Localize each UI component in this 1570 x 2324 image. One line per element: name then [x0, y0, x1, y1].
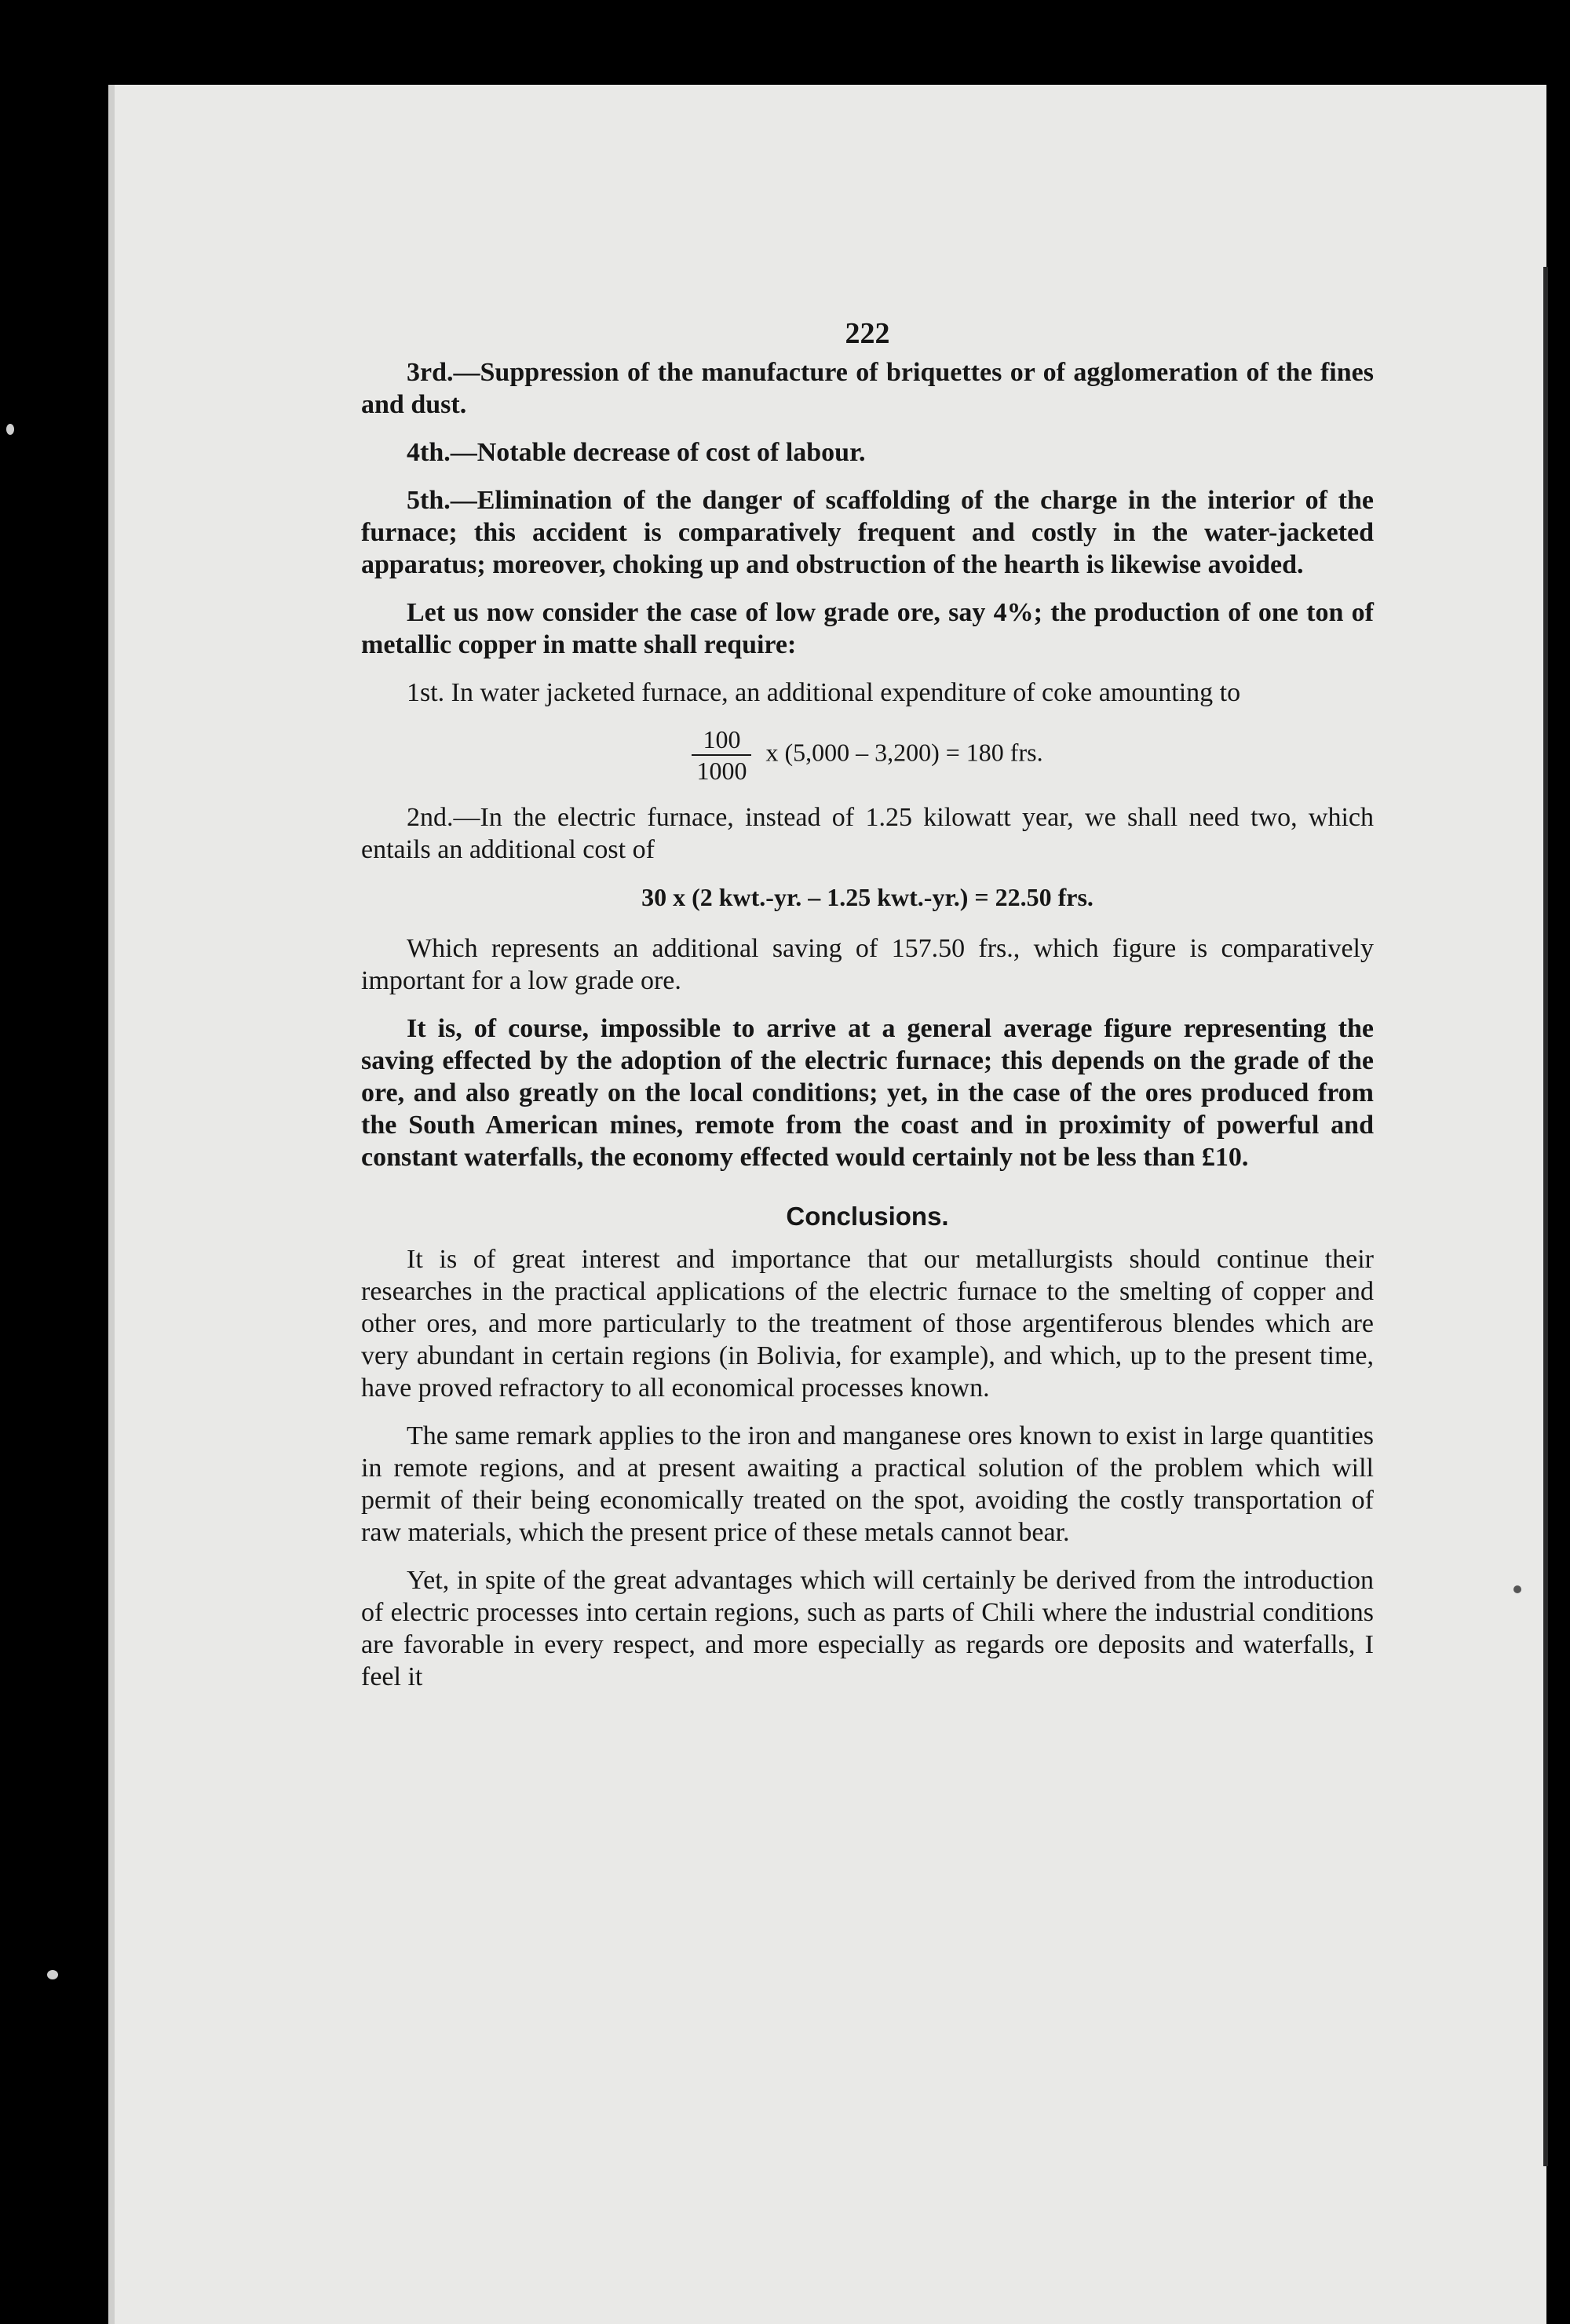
page-number: 222: [845, 317, 890, 350]
conclusion-paragraph: It is of great interest and importance that our metallurgists should continue their researches in the practical applications of the electric furnace to the smelting of copper and other ores, and more particularly to the treatment of those argentiferous blendes which are very abundant in certain regions (in Bolivia, for example), and which, up to the present time, have proved refractory to all economical processes known.: [361, 1245, 1374, 1403]
scan-speck: [1513, 1585, 1521, 1593]
saving-paragraph: Which represents an additional saving of 157.50 frs., which figure is comparatively important for a low grade ore.: [361, 934, 1374, 995]
scan-speck: [47, 1970, 58, 1979]
formula-electric: 30 x (2 kwt.-yr. – 1.25 kwt.-yr.) = 22.50 frs.: [641, 883, 1094, 911]
fraction-numerator: 100: [692, 724, 751, 756]
item-third: 3rd.—Suppression of the manufacture of briquettes or of agglomeration of the fines and dust.: [361, 358, 1374, 419]
formula-coke: [361, 724, 1374, 786]
page-right-edge: [1543, 267, 1548, 2166]
page-left-edge: [108, 85, 115, 2324]
page-text: [361, 318, 1374, 1709]
fraction: [692, 724, 751, 786]
second-case: 2nd.—In the electric furnace, instead of 1.25 kilowatt year, we shall need two, which entails an additional cost of: [361, 803, 1374, 864]
item-fifth: 5th.—Elimination of the danger of scaffolding of the charge in the interior of the furnace; this accident is comparatively frequent and costly in the water-jacketed apparatus; moreover, choking up and obstruction of the hearth is likewise avoided.: [361, 486, 1374, 579]
conclusions-heading: Conclusions.: [786, 1202, 949, 1231]
scan-speck: [6, 424, 14, 435]
conclusion-paragraph: Yet, in spite of the great advantages which will certainly be derived from the introduction of electric processes into certain regions, such as parts of Chili where the industrial conditions are favorable in every respect, and more especially as regards ore deposits and waterfalls, I feel it: [361, 1566, 1374, 1691]
low-grade-intro: Let us now consider the case of low grade ore, say 4%; the production of one ton of metallic copper in matte shall require:: [361, 598, 1374, 659]
average-paragraph: It is, of course, impossible to arrive at a general average figure representing the saving effected by the adoption of the electric furnace; this depends on the grade of the ore, and also greatly on the local conditions; yet, in the case of the ores produced from the South American mines, remote from the coast and in proximity of powerful and constant waterfalls, the economy effected would certainly not be less than £10.: [361, 1014, 1374, 1172]
conclusion-paragraph: The same remark applies to the iron and manganese ores known to exist in large quantities in remote regions, and at present awaiting a practical solution of the problem which will permit of their being economically treated on the spot, avoiding the costly transportation of raw materials, which the present price of these metals cannot bear.: [361, 1421, 1374, 1547]
formula-rest: x (5,000 – 3,200) = 180 frs.: [765, 738, 1043, 767]
item-fourth: 4th.—Notable decrease of cost of labour.: [407, 438, 866, 467]
fraction-denominator: 1000: [696, 757, 747, 785]
first-case: 1st. In water jacketed furnace, an additional expenditure of coke amounting to: [407, 678, 1241, 707]
